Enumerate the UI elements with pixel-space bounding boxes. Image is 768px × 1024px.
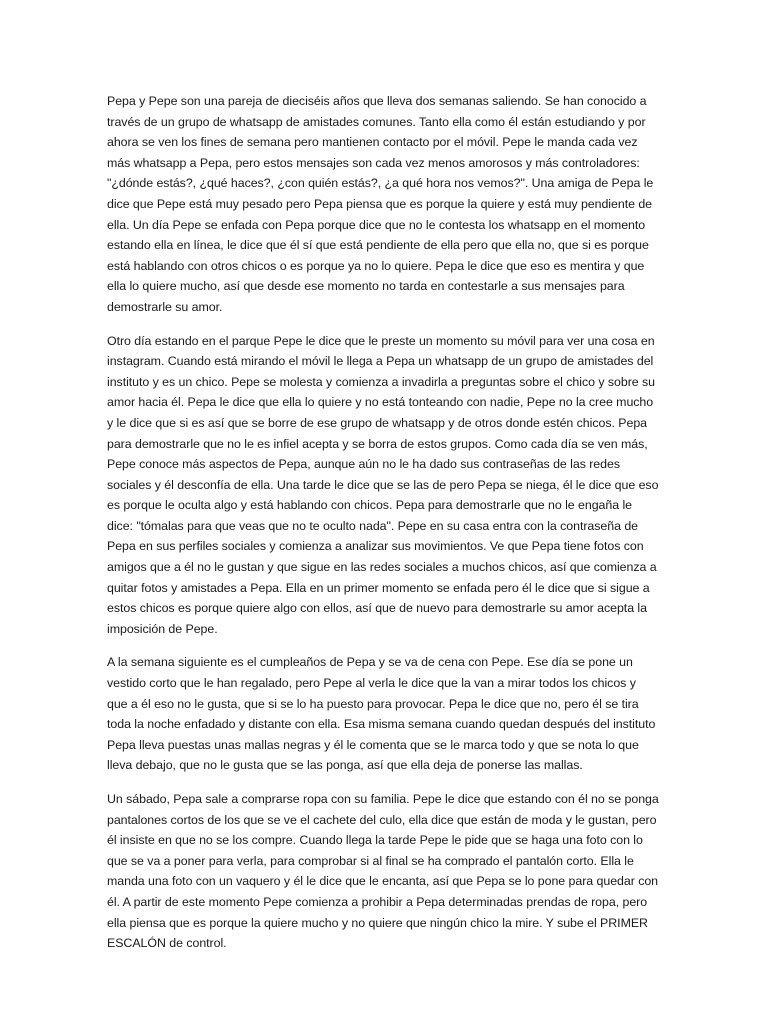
paragraph-4: Un sábado, Pepa sale a comprarse ropa con su familia. Pepe le dice que estando con él no se ponga pantalones cortos de los que se ve el cachete del culo, ella dice que están de moda y le gustan, pero él insiste en que no se los compre. Cuando llega la tarde Pepe le pide que se haga una foto con lo que se va a poner para verla, para comprobar si al final se ha comprado el pantalón corto. Ella le manda una foto con un vaquero y él le dice que le encanta, así que Pepa se lo pone para quedar con él. A partir de este momento Pepe comienza a prohibir a Pepa determinadas prendas de ropa, pero ella piensa que es porque la quiere mucho y no quiere que ningún chico la mire. Y sube el PRIMER ESCALÓN de control. xyxy=(107,792,659,951)
paragraph-2: Otro día estando en el parque Pepe le dice que le preste un momento su móvil para ver una cosa en instagram. Cuando está mirando el móvil le llega a Pepa un whatsapp de un grupo de amistades del instituto y es un chico. Pepe se molesta y comienza a invadirla a preguntas sobre el chico y sobre su amor hacia él. Pepa le dice que ella lo quiere y no está tonteando con nadie, Pepe no la cree mucho y le dice que si es así que se borre de ese grupo de whatsapp y de otros donde estén chicos. Pepa para demostrarle que no le es infiel acepta y se borra de estos grupos. Como cada día se ven más, Pepe conoce más aspectos de Pepa, aunque aún no le ha dado sus contraseñas de las redes sociales y él desconfía de ella. Una tarde le dice que se las de pero Pepa se niega, él le dice que eso es porque le oculta algo y está hablando con chicos. Pepa para demostrarle que no le engaña le dice: "tómalas para que veas que no te oculto nada". Pepe en su casa entra con la contraseña de Pepa en sus perfiles sociales y comienza a analizar sus movimientos. Ve que Pepa tiene fotos con amigos que a él no le gustan y que sigue en las redes sociales a muchos chicos, así que comienza a quitar fotos y amistades a Pepa. Ella en un primer momento se enfada pero él le dice que si sigue a estos chicos es porque quiere algo con ellos, así que de nuevo para demostrarle su amor acepta la imposición de Pepe. xyxy=(107,333,659,636)
paragraph-3: A la semana siguiente es el cumpleaños de Pepa y se va de cena con Pepe. Ese día se pone un vestido corto que le han regalado, pero Pepe al verla le dice que la van a mirar todos los chicos y que a él eso no le gusta, que si se lo ha puesto para provocar. Pepa le dice que no, pero él se tira toda la noche enfadado y distante con ella. Esa misma semana cuando quedan después del instituto Pepa lleva puestas unas mallas negras y él le comenta que se le marca todo y que se nota lo que lleva debajo, que no le gusta que se las ponga, así que ella deja de ponerse las mallas. xyxy=(107,655,656,773)
paragraph-1: Pepa y Pepe son una pareja de dieciséis años que lleva dos semanas saliendo. Se han conocido a través de un grupo de whatsapp de amistades comunes. Tanto ella como él están estudiando y por ahora se ven los fines de semana pero mantienen contacto por el móvil. Pepe le manda cada vez más whatsapp a Pepa, pero estos mensajes son cada vez menos amorosos y más controladores: "¿dónde estás?, ¿qué haces?, ¿con quién estás?, ¿a qué hora nos vemos?". Una amiga de Pepa le dice que Pepe está muy pesado pero Pepa piensa que es porque la quiere y está muy pendiente de ella. Un día Pepe se enfada con Pepa porque dice que no le contesta los whatsapp en el momento estando ella en línea, le dice que él sí que está pendiente de ella pero que ella no, que si es porque está hablando con otros chicos o es porque ya no lo quiere. Pepa le dice que eso es mentira y que ella lo quiere mucho, así que desde ese momento no tarda en contestarle a sus mensajes para demostrarle su amor. xyxy=(107,94,654,314)
document-body xyxy=(107,91,659,967)
